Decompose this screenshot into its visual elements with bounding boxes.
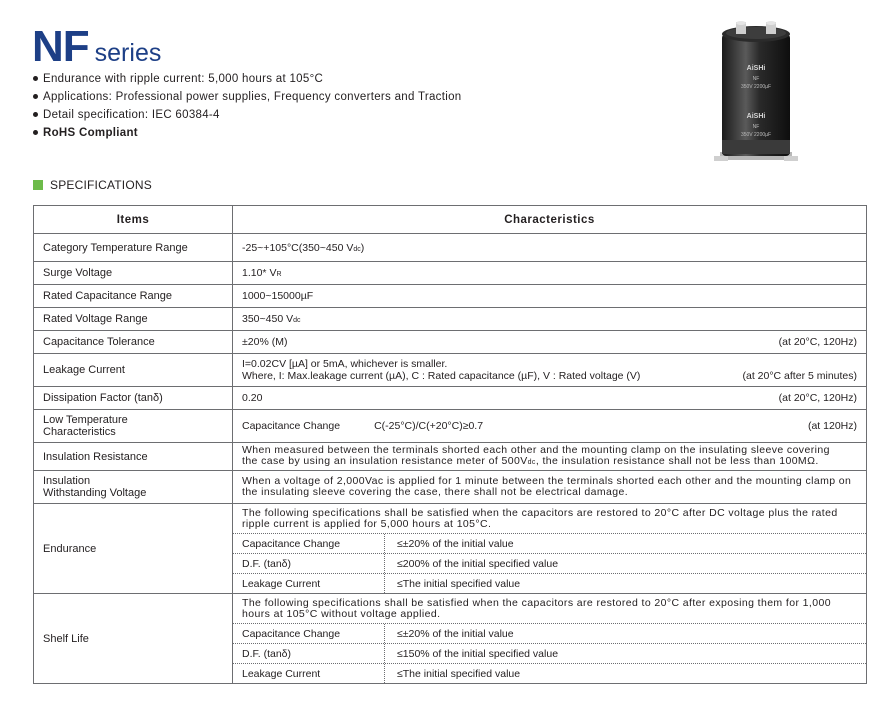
sub-row: Leakage Current ≤The initial specified value bbox=[233, 573, 866, 593]
table-row bbox=[34, 387, 867, 410]
table-row bbox=[34, 410, 867, 443]
row-value: When a voltage of 2,000Vac is applied for 1 minute between the terminals shorted each other and the mounting clamp on the insulating sleeve covering the case, there shall not be electrical damage. bbox=[233, 471, 867, 504]
table-row bbox=[34, 331, 867, 354]
series-code: NF bbox=[32, 22, 89, 71]
product-series: NF bbox=[752, 124, 760, 130]
table-row bbox=[34, 285, 867, 308]
table-row bbox=[34, 354, 867, 387]
table-row bbox=[34, 234, 867, 262]
table-row bbox=[34, 594, 867, 684]
table-row bbox=[34, 443, 867, 471]
table-row bbox=[34, 471, 867, 504]
page-title bbox=[32, 22, 161, 72]
row-label: Shelf Life bbox=[34, 594, 233, 684]
header-items: Items bbox=[34, 206, 233, 234]
sub-row: Capacitance Change ≤±20% of the initial value bbox=[233, 533, 866, 553]
section-heading: SPECIFICATIONS bbox=[33, 178, 152, 192]
row-label: Capacitance Tolerance bbox=[34, 331, 233, 354]
table-row bbox=[34, 262, 867, 285]
table-row bbox=[34, 504, 867, 594]
feature-list bbox=[33, 70, 461, 142]
bullet-icon bbox=[33, 130, 38, 135]
row-value: The following specifications shall be satisfied when the capacitors are restored to 20°C after DC voltage plus the rated ripple current is applied for 5,000 hours at 105°C. Capacitance Change ≤±20% of the initial value D.F. (tanδ) ≤200% of the initial specified value Leakage Current ≤The initial specified value bbox=[233, 504, 867, 594]
table-header-row bbox=[34, 206, 867, 234]
row-value: Capacitance Change C(-25°C)/C(+20°C)≥0.7 (at 120Hz) bbox=[233, 410, 867, 443]
sub-row: Capacitance Change ≤±20% of the initial value bbox=[233, 623, 866, 643]
row-label: Leakage Current bbox=[34, 354, 233, 387]
specifications-table bbox=[33, 205, 867, 684]
row-value: When measured between the terminals shorted each other and the mounting clamp on the insulating sleeve covering the case by using an insulation resistance meter of 500Vdc, the insulation resistance shall not be less than 100MΩ. bbox=[233, 443, 867, 471]
product-rating: 350V 2200µF bbox=[740, 84, 772, 90]
condition-note: (at 20°C, 120Hz) bbox=[778, 336, 857, 348]
row-value: 1000~15000µF bbox=[233, 285, 867, 308]
feature-item: Detail specification: IEC 60384-4 bbox=[33, 106, 461, 124]
row-value: 350~450 Vdc bbox=[233, 308, 867, 331]
feature-item: RoHS Compliant bbox=[33, 124, 461, 142]
row-value: ±20% (M) (at 20°C, 120Hz) bbox=[233, 331, 867, 354]
row-label: Endurance bbox=[34, 504, 233, 594]
row-label: Dissipation Factor (tanδ) bbox=[34, 387, 233, 410]
capacitor-product-image bbox=[712, 20, 802, 170]
row-value: 0.20 (at 20°C, 120Hz) bbox=[233, 387, 867, 410]
row-label: Low Temperature Characteristics bbox=[34, 410, 233, 443]
product-rating: 350V 2200µF bbox=[740, 132, 772, 138]
sub-row: D.F. (tanδ) ≤150% of the initial specified value bbox=[233, 643, 866, 663]
product-brand: AiSHi bbox=[746, 65, 766, 72]
row-label: Insulation Withstanding Voltage bbox=[34, 471, 233, 504]
series-word: series bbox=[94, 39, 162, 67]
feature-item: Applications: Professional power supplies, Frequency converters and Traction bbox=[33, 88, 461, 106]
row-label: Surge Voltage bbox=[34, 262, 233, 285]
row-label: Rated Voltage Range bbox=[34, 308, 233, 331]
row-label: Insulation Resistance bbox=[34, 443, 233, 471]
condition-note: (at 120Hz) bbox=[807, 420, 857, 432]
row-label: Category Temperature Range bbox=[34, 234, 233, 262]
row-value: The following specifications shall be satisfied when the capacitors are restored to 20°C after exposing them for 1,000 hours at 105°C without voltage applied. Capacitance Change ≤±20% of the initial value D.F. (tanδ) ≤150% of the initial specified value Leakage Current ≤The initial specified value bbox=[233, 594, 867, 684]
bullet-icon bbox=[33, 94, 38, 99]
row-value: I=0.02CV [µA] or 5mA, whichever is smaller. Where, I: Max.leakage current (µA), C : Rated capacitance (µF), V : Rated voltage (V) (at 20°C after 5 minutes) bbox=[233, 354, 867, 387]
bullet-icon bbox=[33, 76, 38, 81]
product-brand: AiSHi bbox=[746, 113, 766, 120]
sub-row: Leakage Current ≤The initial specified value bbox=[233, 663, 866, 683]
row-value: -25~+105°C(350~450 Vdc) bbox=[233, 234, 867, 262]
header-characteristics: Characteristics bbox=[233, 206, 867, 234]
green-square-icon bbox=[33, 180, 43, 190]
condition-note: (at 20°C, 120Hz) bbox=[778, 392, 857, 404]
condition-note: (at 20°C after 5 minutes) bbox=[742, 370, 857, 382]
feature-item: Endurance with ripple current: 5,000 hours at 105°C bbox=[33, 70, 461, 88]
product-series: NF bbox=[752, 76, 760, 82]
sub-row: D.F. (tanδ) ≤200% of the initial specified value bbox=[233, 553, 866, 573]
row-value: 1.10* VR bbox=[233, 262, 867, 285]
table-row bbox=[34, 308, 867, 331]
bullet-icon bbox=[33, 112, 38, 117]
row-label: Rated Capacitance Range bbox=[34, 285, 233, 308]
